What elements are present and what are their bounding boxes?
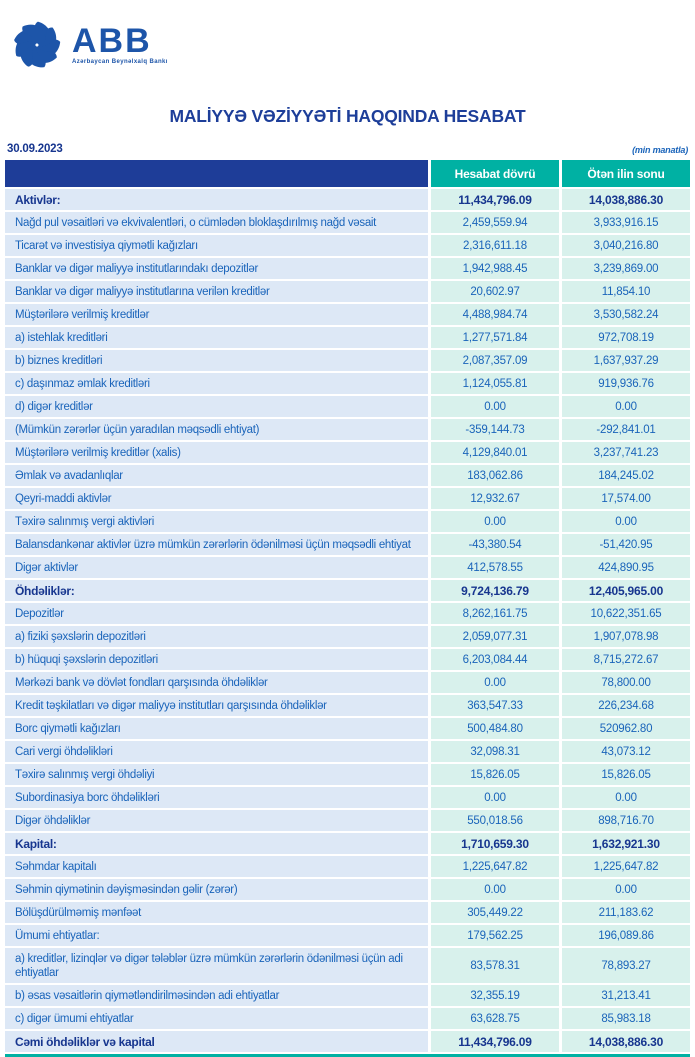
row-label: c) daşınmaz əmlak kreditləri xyxy=(5,373,428,394)
row-label: Kredit təşkilatları və digər maliyyə institutları qarşısında öhdəliklər xyxy=(5,695,428,716)
table-row xyxy=(5,511,690,532)
brand-header xyxy=(5,12,690,78)
table-body xyxy=(5,189,690,1052)
row-value-previous: 17,574.00 xyxy=(562,488,690,509)
row-value-current: 8,262,161.75 xyxy=(431,603,559,624)
row-value-current: -43,380.54 xyxy=(431,534,559,555)
table-row xyxy=(5,580,690,601)
table-row xyxy=(5,902,690,923)
table-row xyxy=(5,925,690,946)
table-row xyxy=(5,212,690,233)
row-label: b) biznes kreditləri xyxy=(5,350,428,371)
row-value-current: 500,484.80 xyxy=(431,718,559,739)
row-value-current: 15,826.05 xyxy=(431,764,559,785)
row-value-current: 20,602.97 xyxy=(431,281,559,302)
row-label: Səhmin qiymətinin dəyişməsindən gəlir (zərər) xyxy=(5,879,428,900)
row-label: Ticarət və investisiya qiymətli kağızları xyxy=(5,235,428,256)
table-row xyxy=(5,281,690,302)
unit-note: (min manatla) xyxy=(632,145,688,155)
row-label: Təxirə salınmış vergi öhdəliyi xyxy=(5,764,428,785)
table-row xyxy=(5,603,690,624)
row-value-previous: 85,983.18 xyxy=(562,1008,690,1029)
row-value-previous: 520962.80 xyxy=(562,718,690,739)
row-label: Depozitlər xyxy=(5,603,428,624)
row-value-current: 1,710,659.30 xyxy=(431,833,559,854)
logo-tagline: Azərbaycan Beynəlxalq Bankı xyxy=(72,58,168,65)
row-value-current: 32,355.19 xyxy=(431,985,559,1006)
table-row xyxy=(5,718,690,739)
table-row xyxy=(5,695,690,716)
table-row xyxy=(5,442,690,463)
table-row xyxy=(5,419,690,440)
row-value-current: 6,203,084.44 xyxy=(431,649,559,670)
row-value-current: 2,316,611.18 xyxy=(431,235,559,256)
row-value-current: 550,018.56 xyxy=(431,810,559,831)
row-value-previous: 1,637,937.29 xyxy=(562,350,690,371)
table-row xyxy=(5,649,690,670)
row-value-current: 12,932.67 xyxy=(431,488,559,509)
page-title: MALİYYƏ VƏZİYYƏTİ HAQQINDA HESABAT xyxy=(169,106,526,126)
row-label: Səhmdar kapitalı xyxy=(5,856,428,877)
row-value-current: 1,124,055.81 xyxy=(431,373,559,394)
row-label: Əmlak və avadanlıqlar xyxy=(5,465,428,486)
row-value-previous: 424,890.95 xyxy=(562,557,690,578)
row-value-current: 0.00 xyxy=(431,672,559,693)
row-label: Öhdəliklər: xyxy=(5,580,428,601)
row-label: Mərkəzi bank və dövlət fondları qarşısında öhdəliklər xyxy=(5,672,428,693)
row-value-current: 0.00 xyxy=(431,511,559,532)
row-value-previous: 14,038,886.30 xyxy=(562,189,690,210)
table-row xyxy=(5,189,690,210)
row-value-current: -359,144.73 xyxy=(431,419,559,440)
row-value-previous: 15,826.05 xyxy=(562,764,690,785)
table-body-wrap xyxy=(5,189,690,1057)
table-row xyxy=(5,465,690,486)
table-row xyxy=(5,1031,690,1052)
row-value-current: 363,547.33 xyxy=(431,695,559,716)
row-value-previous: 78,893.27 xyxy=(562,948,690,983)
row-value-current: 83,578.31 xyxy=(431,948,559,983)
row-value-current: 305,449.22 xyxy=(431,902,559,923)
row-value-previous: 226,234.68 xyxy=(562,695,690,716)
table-row xyxy=(5,235,690,256)
row-value-previous: 184,245.02 xyxy=(562,465,690,486)
row-label: Bölüşdürülməmiş mənfəət xyxy=(5,902,428,923)
header-spacer-cell xyxy=(5,160,428,187)
row-label: Təxirə salınmış vergi aktivləri xyxy=(5,511,428,532)
row-value-previous: 211,183.62 xyxy=(562,902,690,923)
table-row xyxy=(5,327,690,348)
table-row xyxy=(5,1008,690,1029)
table-row xyxy=(5,396,690,417)
table-row xyxy=(5,833,690,854)
row-value-previous: 3,040,216.80 xyxy=(562,235,690,256)
row-label: c) digər ümumi ehtiyatlar xyxy=(5,1008,428,1029)
table-row xyxy=(5,534,690,555)
row-label: Nağd pul vəsaitləri və ekvivalentləri, o cümlədən bloklaşdırılmış nağd vəsait xyxy=(5,212,428,233)
row-value-current: 2,459,559.94 xyxy=(431,212,559,233)
row-value-previous: -51,420.95 xyxy=(562,534,690,555)
table-row xyxy=(5,373,690,394)
row-value-previous: 43,073.12 xyxy=(562,741,690,762)
row-value-previous: 10,622,351.65 xyxy=(562,603,690,624)
row-value-current: 4,129,840.01 xyxy=(431,442,559,463)
row-value-current: 2,087,357.09 xyxy=(431,350,559,371)
row-value-current: 11,434,796.09 xyxy=(431,1031,559,1052)
row-value-previous: 0.00 xyxy=(562,511,690,532)
row-label: Müştərilərə verilmiş kreditlər (xalis) xyxy=(5,442,428,463)
row-value-previous: 0.00 xyxy=(562,879,690,900)
row-value-previous: 3,933,916.15 xyxy=(562,212,690,233)
row-label: Müştərilərə verilmiş kreditlər xyxy=(5,304,428,325)
table-row xyxy=(5,626,690,647)
row-value-current: 11,434,796.09 xyxy=(431,189,559,210)
table-row xyxy=(5,672,690,693)
row-value-previous: 8,715,272.67 xyxy=(562,649,690,670)
row-value-current: 1,942,988.45 xyxy=(431,258,559,279)
row-value-previous: 0.00 xyxy=(562,787,690,808)
row-label: Digər aktivlər xyxy=(5,557,428,578)
row-label: a) kreditlər, lizinqlər və digər tələblər üzrə mümkün zərərlərin ödənilməsi üçün adi ehtiyatlar xyxy=(5,948,428,983)
row-label: Aktivlər: xyxy=(5,189,428,210)
row-value-previous: 1,225,647.82 xyxy=(562,856,690,877)
row-label: Borc qiymətli kağızları xyxy=(5,718,428,739)
row-value-current: 0.00 xyxy=(431,787,559,808)
row-value-previous: 196,089.86 xyxy=(562,925,690,946)
row-label: a) istehlak kreditləri xyxy=(5,327,428,348)
abb-swirl-logo-icon xyxy=(10,18,64,72)
row-value-previous: 78,800.00 xyxy=(562,672,690,693)
row-value-current: 63,628.75 xyxy=(431,1008,559,1029)
row-label: Kapital: xyxy=(5,833,428,854)
table-row xyxy=(5,810,690,831)
row-label: Subordinasiya borc öhdəlikləri xyxy=(5,787,428,808)
table-row xyxy=(5,258,690,279)
row-value-current: 1,225,647.82 xyxy=(431,856,559,877)
row-value-current: 0.00 xyxy=(431,396,559,417)
row-label: Banklar və digər maliyyə institutlarına verilən kreditlər xyxy=(5,281,428,302)
row-value-previous: 3,239,869.00 xyxy=(562,258,690,279)
table-row xyxy=(5,985,690,1006)
table-row xyxy=(5,948,690,983)
table-row xyxy=(5,557,690,578)
row-label: Qeyri-maddi aktivlər xyxy=(5,488,428,509)
table-row xyxy=(5,879,690,900)
row-value-previous: 1,907,078.98 xyxy=(562,626,690,647)
logo-wordmark: ABB xyxy=(72,22,152,61)
row-value-previous: 3,530,582.24 xyxy=(562,304,690,325)
row-label: b) əsas vəsaitlərin qiymətləndirilməsindən adi ehtiyatlar xyxy=(5,985,428,1006)
row-label: Cari vergi öhdəlikləri xyxy=(5,741,428,762)
row-value-previous: 919,936.76 xyxy=(562,373,690,394)
row-value-previous: -292,841.01 xyxy=(562,419,690,440)
table-header-row xyxy=(5,160,690,187)
row-label: Ümumi ehtiyatlar: xyxy=(5,925,428,946)
row-value-current: 179,562.25 xyxy=(431,925,559,946)
row-value-previous: 12,405,965.00 xyxy=(562,580,690,601)
row-label: b) hüquqi şəxslərin depozitləri xyxy=(5,649,428,670)
table-row xyxy=(5,856,690,877)
meta-row xyxy=(7,143,688,155)
column-header-previous-year-end: Ötən ilin sonu xyxy=(562,160,690,187)
row-value-previous: 972,708.19 xyxy=(562,327,690,348)
row-label: (Mümkün zərərlər üçün yaradılan məqsədli ehtiyat) xyxy=(5,419,428,440)
row-value-previous: 3,237,741.23 xyxy=(562,442,690,463)
row-value-current: 183,062.86 xyxy=(431,465,559,486)
table-row xyxy=(5,764,690,785)
row-value-previous: 14,038,886.30 xyxy=(562,1031,690,1052)
row-value-previous: 0.00 xyxy=(562,396,690,417)
table-row xyxy=(5,304,690,325)
logo-text-block xyxy=(72,22,168,65)
row-value-current: 2,059,077.31 xyxy=(431,626,559,647)
row-value-current: 32,098.31 xyxy=(431,741,559,762)
table-row xyxy=(5,741,690,762)
row-value-previous: 31,213.41 xyxy=(562,985,690,1006)
row-label: Digər öhdəliklər xyxy=(5,810,428,831)
column-header-current-period: Hesabat dövrü xyxy=(431,160,559,187)
row-label: Cəmi öhdəliklər və kapital xyxy=(5,1031,428,1052)
row-label: d) digər kreditlər xyxy=(5,396,428,417)
row-value-current: 9,724,136.79 xyxy=(431,580,559,601)
table-row xyxy=(5,488,690,509)
row-label: a) fiziki şəxslərin depozitləri xyxy=(5,626,428,647)
report-date: 30.09.2023 xyxy=(7,143,63,155)
row-label: Balansdankənar aktivlər üzrə mümkün zərərlərin ödənilməsi üçün məqsədli ehtiyat xyxy=(5,534,428,555)
table-row xyxy=(5,350,690,371)
row-value-previous: 1,632,921.30 xyxy=(562,833,690,854)
row-value-current: 0.00 xyxy=(431,879,559,900)
table-row xyxy=(5,787,690,808)
row-value-current: 1,277,571.84 xyxy=(431,327,559,348)
financial-position-table xyxy=(5,160,690,1057)
row-value-current: 4,488,984.74 xyxy=(431,304,559,325)
row-label: Banklar və digər maliyyə institutlarındakı depozitlər xyxy=(5,258,428,279)
row-value-previous: 898,716.70 xyxy=(562,810,690,831)
row-value-current: 412,578.55 xyxy=(431,557,559,578)
row-value-previous: 11,854.10 xyxy=(562,281,690,302)
